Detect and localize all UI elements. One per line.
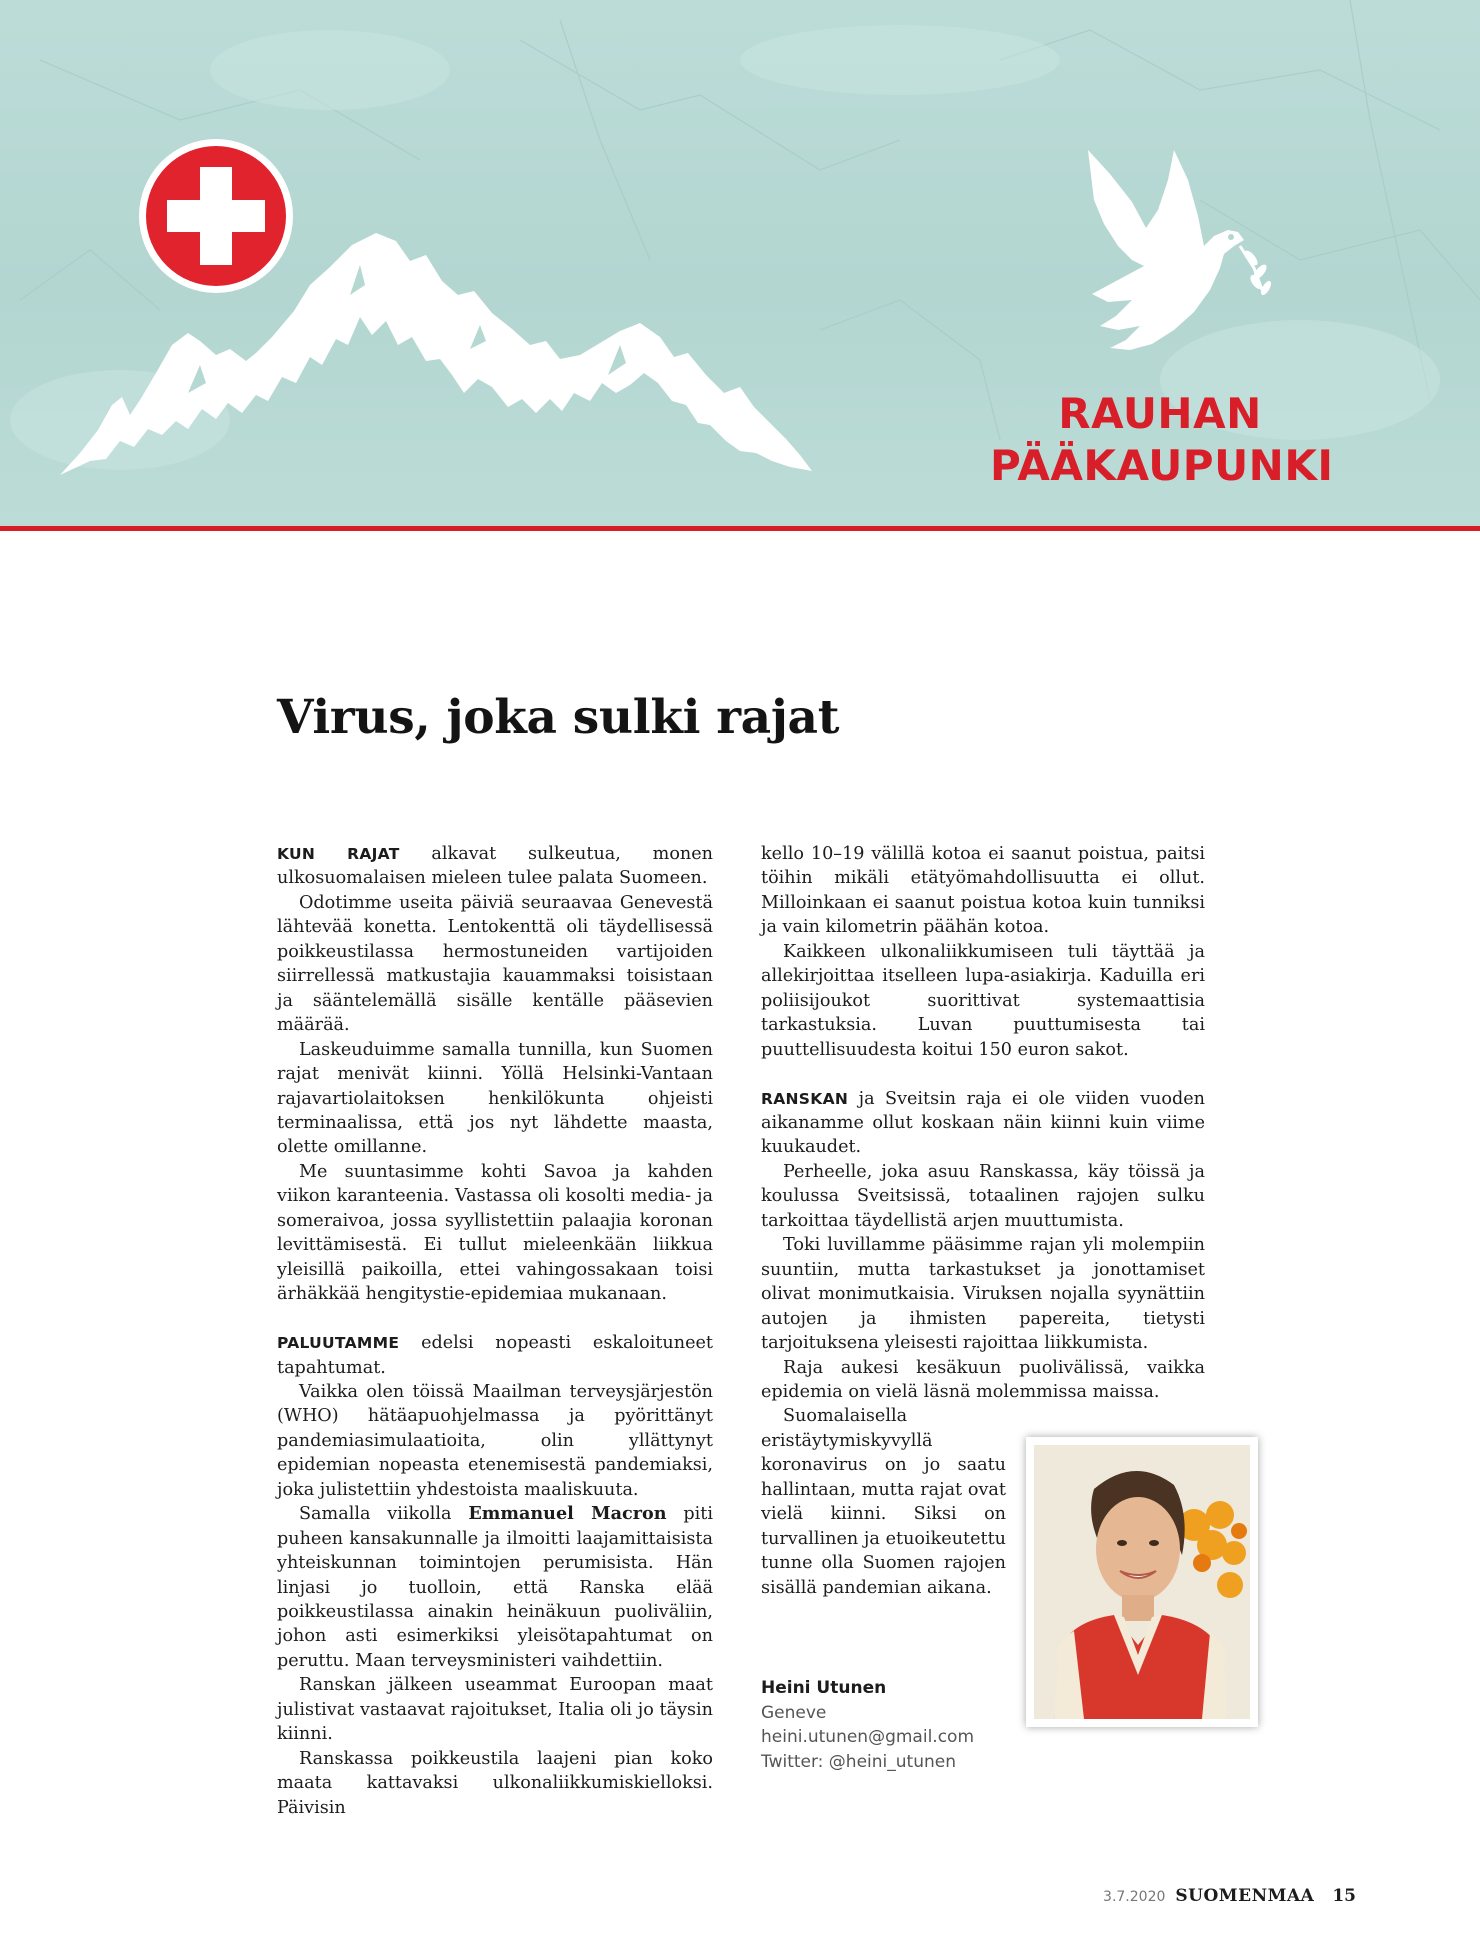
paragraph bbox=[761, 1404, 1006, 1600]
paragraph-text: alkavat sulkeutua, monen ulkosuomalaisen mieleen tulee palata Suomeen. bbox=[277, 844, 713, 889]
author-twitter[interactable]: Twitter: @heini_utunen bbox=[761, 1751, 956, 1772]
magazine-name: SUOMENMAA bbox=[1175, 1886, 1315, 1906]
author-name: Heini Utunen bbox=[761, 1678, 887, 1698]
paragraph-text: Kaikkeen ulkonaliikkumiseen tuli täyttää ja allekirjoittaa itselleen lupa-asiakirja. Kaduilla eri poliisijoukot suorittivat systemaattisia tarkastuksia. Luvan puuttumisesta tai puuttellisuudesta koitui 150 euron sakot. bbox=[761, 941, 1205, 1060]
paragraph bbox=[277, 1331, 713, 1380]
issue-date: 3.7.2020 bbox=[1103, 1889, 1166, 1905]
page-footer bbox=[1103, 1886, 1356, 1906]
paragraph-text: kello 10–19 välillä kotoa ei saanut poistua, paitsi töihin mikäli etätyömahdollisuutta ei ollut. Milloinkaan ei saanut poistua kotoa kuin tunniksi ja vain kilometrin päähän kotoa. bbox=[761, 844, 1205, 938]
paragraph bbox=[277, 891, 713, 1038]
article-column-1 bbox=[277, 842, 713, 1820]
lead-in: RANSKAN bbox=[761, 1089, 849, 1108]
article-headline: Virus, joka sulki rajat bbox=[277, 690, 840, 745]
paragraph bbox=[761, 1160, 1205, 1233]
paragraph-text: Vaikka olen töissä Maailman terveysjärjestön (WHO) hätäapuohjelmassa ja pyörittänyt pandemiasimulaatioita, olin yllättynyt epidemian nopeasta etenemisestä pandemiaksi, joka julistettiin yhdestoista maaliskuuta. bbox=[277, 1381, 713, 1500]
paragraph-text: Laskeuduimme samalla tunnilla, kun Suomen rajat menivät kiinni. Yöllä Helsinki-Vantaan rajavartiolaitoksen henkilökunta ohjeisti terminaalissa, että jos nyt lähdette maasta, olette omillanne. bbox=[277, 1039, 713, 1158]
paragraph-text: Suomalaisella eristäytymiskyvyllä koronavirus on jo saatu hallintaan, mutta rajat ovat vielä kiinni. Siksi on turvallinen ja etuoikeutettu tunne olla Suomen rajojen sisällä pandemian aikana. bbox=[761, 1406, 1006, 1598]
paragraph bbox=[277, 1747, 713, 1820]
page-number: 15 bbox=[1332, 1886, 1356, 1906]
paragraph bbox=[761, 1087, 1205, 1160]
paragraph-text: piti puheen kansakunnalle ja ilmoitti laajamittaisista yhteiskunnan toimintojen perumisista. Hän linjasi jo tuolloin, että Ranska elää poikkeustilassa ainakin heinäkuun puoliväliin, johon asti esimerkiksi yleisötapahtumat on peruttu. Maan terveysministeri vaihdettiin. bbox=[277, 1504, 713, 1671]
paragraph bbox=[277, 1160, 713, 1307]
paragraph bbox=[277, 1038, 713, 1160]
paragraph bbox=[761, 842, 1205, 940]
paragraph-text: Samalla viikolla bbox=[299, 1504, 469, 1525]
paragraph-text: Me suuntasimme kohti Savoa ja kahden viikon karanteenia. Vastassa oli kosolti media- ja someraivoa, jossa syyllistettiin palaajia koronan levittämisestä. Ei tullut mieleenkään liikkua yleisillä paikoilla, ettei vahingossakaan toisi ärhäkkää hengitystie-epidemiaa mukanaan. bbox=[277, 1161, 713, 1305]
bold-name: Emmanuel Macron bbox=[468, 1503, 667, 1525]
paragraph bbox=[761, 940, 1205, 1062]
author-email[interactable]: heini.utunen@gmail.com bbox=[761, 1727, 975, 1747]
paragraph bbox=[761, 1356, 1205, 1405]
lead-in: PALUUTAMME bbox=[277, 1334, 400, 1353]
paragraph bbox=[761, 1233, 1205, 1355]
author-photo-frame bbox=[1026, 1437, 1258, 1727]
paragraph-text: edelsi nopeasti eskaloituneet tapahtumat. bbox=[277, 1333, 713, 1378]
paragraph-text: Ranskassa poikkeustila laajeni pian koko maata kattavaksi ulkonaliikkumiskielloksi. Päivisin bbox=[277, 1748, 713, 1818]
header-divider bbox=[0, 526, 1480, 531]
byline bbox=[761, 1676, 974, 1774]
mountains-illustration bbox=[60, 225, 1020, 515]
paragraph bbox=[277, 842, 713, 891]
paragraph bbox=[277, 1502, 713, 1673]
paragraph-text: Ranskan jälkeen useammat Euroopan maat julistivat vastaavat rajoitukset, Italia oli jo täysin kiinni. bbox=[277, 1675, 713, 1745]
lead-in: KUN RAJAT bbox=[277, 845, 400, 863]
author-location: Geneve bbox=[761, 1702, 827, 1723]
section-title bbox=[990, 388, 1334, 492]
author-photo bbox=[1034, 1445, 1250, 1719]
paragraph-text: Perheelle, joka asuu Ranskassa, käy töissä ja koulussa Sveitsissä, totaalinen rajojen sulku tarkoittaa täydellistä arjen muuttumista. bbox=[761, 1161, 1205, 1231]
paragraph bbox=[277, 1673, 713, 1746]
paragraph-text: Odotimme useita päiviä seuraavaa Genevestä lähtevää konetta. Lentokenttä oli täydellisessä poikkeustilassa hermostuneiden vartijoiden siirrellessä matkustajia kauammaksi toisistaan ja sääntelemällä sisälle kentälle pääsevien määrää. bbox=[277, 892, 713, 1036]
paragraph-text: ja Sveitsin raja ei ole viiden vuoden aikanamme ollut koskaan näin kiinni kuin viime kuukaudet. bbox=[761, 1088, 1205, 1158]
section-title-line2: PÄÄKAUPUNKI bbox=[990, 441, 1334, 490]
paragraph bbox=[277, 1380, 713, 1502]
paragraph-text: Toki luvillamme pääsimme rajan yli molempiin suuntiin, mutta tarkastukset ja jonottamiset olivat monimutkaisia. Viruksen nojalla syynättiin autojen ja ihmisten papereita, tietysti tarjoituksena yleisesti rajoittaa liikkumista. bbox=[761, 1235, 1205, 1354]
header-banner bbox=[0, 0, 1480, 528]
dove-icon bbox=[1048, 150, 1288, 360]
paragraph-text: Raja aukesi kesäkuun puolivälissä, vaikka epidemia on vielä läsnä molemmissa maissa. bbox=[761, 1357, 1205, 1402]
section-title-line1: RAUHAN bbox=[1058, 389, 1262, 438]
